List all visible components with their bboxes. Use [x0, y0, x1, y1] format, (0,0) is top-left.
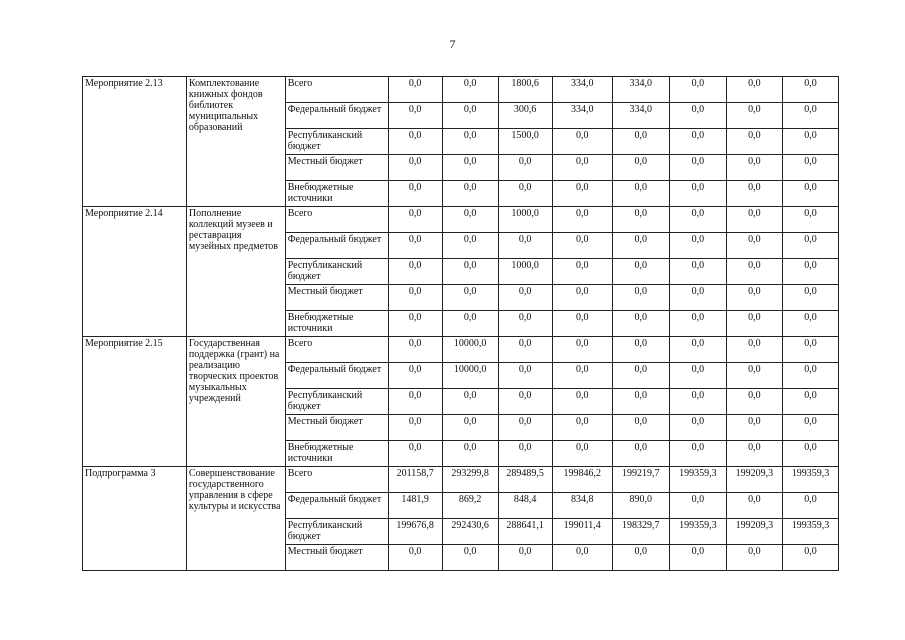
amount-cell: 0,0	[612, 181, 669, 207]
funding-source: Федеральный бюджет	[285, 363, 388, 389]
amount-cell: 289489,5	[498, 467, 552, 493]
amount-cell: 0,0	[552, 207, 612, 233]
amount-cell: 0,0	[498, 233, 552, 259]
amount-cell: 0,0	[782, 311, 838, 337]
amount-cell: 0,0	[442, 155, 498, 181]
amount-cell: 201158,7	[388, 467, 442, 493]
amount-cell: 0,0	[669, 259, 726, 285]
amount-cell: 0,0	[726, 77, 782, 103]
amount-cell: 0,0	[552, 181, 612, 207]
measure-name: Мероприятие 2.13	[83, 77, 187, 207]
amount-cell: 0,0	[726, 415, 782, 441]
amount-cell: 199219,7	[612, 467, 669, 493]
amount-cell: 0,0	[388, 285, 442, 311]
amount-cell: 0,0	[726, 389, 782, 415]
amount-cell: 0,0	[726, 259, 782, 285]
funding-source: Республиканский бюджет	[285, 259, 388, 285]
amount-cell: 0,0	[612, 545, 669, 571]
amount-cell: 199846,2	[552, 467, 612, 493]
amount-cell: 0,0	[726, 103, 782, 129]
amount-cell: 199359,3	[782, 467, 838, 493]
amount-cell: 0,0	[388, 415, 442, 441]
amount-cell: 0,0	[442, 285, 498, 311]
amount-cell: 0,0	[552, 389, 612, 415]
amount-cell: 0,0	[782, 285, 838, 311]
amount-cell: 0,0	[669, 77, 726, 103]
amount-cell: 1481,9	[388, 493, 442, 519]
amount-cell: 199011,4	[552, 519, 612, 545]
measure-description: Пополнение коллекций музеев и реставрация музейных предметов	[186, 207, 285, 337]
amount-cell: 0,0	[726, 493, 782, 519]
amount-cell: 0,0	[782, 233, 838, 259]
amount-cell: 0,0	[726, 129, 782, 155]
amount-cell: 0,0	[726, 545, 782, 571]
funding-source: Местный бюджет	[285, 415, 388, 441]
amount-cell: 199209,3	[726, 519, 782, 545]
amount-cell: 0,0	[552, 415, 612, 441]
amount-cell: 0,0	[782, 103, 838, 129]
amount-cell: 0,0	[669, 103, 726, 129]
amount-cell: 0,0	[726, 207, 782, 233]
amount-cell: 0,0	[552, 155, 612, 181]
table-row	[83, 337, 839, 363]
amount-cell: 890,0	[612, 493, 669, 519]
amount-cell: 0,0	[388, 545, 442, 571]
amount-cell: 0,0	[442, 259, 498, 285]
amount-cell: 0,0	[388, 77, 442, 103]
amount-cell: 0,0	[552, 129, 612, 155]
amount-cell: 334,0	[612, 103, 669, 129]
funding-source: Федеральный бюджет	[285, 103, 388, 129]
amount-cell: 199359,3	[782, 519, 838, 545]
table-row	[83, 77, 839, 103]
amount-cell: 0,0	[782, 181, 838, 207]
amount-cell: 0,0	[782, 441, 838, 467]
amount-cell: 0,0	[442, 103, 498, 129]
amount-cell: 0,0	[782, 389, 838, 415]
amount-cell: 0,0	[669, 285, 726, 311]
amount-cell: 0,0	[498, 285, 552, 311]
amount-cell: 0,0	[669, 233, 726, 259]
amount-cell: 0,0	[782, 259, 838, 285]
amount-cell: 0,0	[726, 285, 782, 311]
amount-cell: 10000,0	[442, 337, 498, 363]
amount-cell: 199359,3	[669, 519, 726, 545]
amount-cell: 1000,0	[498, 259, 552, 285]
amount-cell: 0,0	[782, 207, 838, 233]
amount-cell: 0,0	[726, 441, 782, 467]
amount-cell: 0,0	[669, 389, 726, 415]
amount-cell: 0,0	[388, 155, 442, 181]
amount-cell: 0,0	[782, 363, 838, 389]
funding-source: Местный бюджет	[285, 285, 388, 311]
amount-cell: 0,0	[442, 389, 498, 415]
amount-cell: 334,0	[552, 103, 612, 129]
funding-source: Всего	[285, 77, 388, 103]
amount-cell: 199676,8	[388, 519, 442, 545]
amount-cell: 834,8	[552, 493, 612, 519]
amount-cell: 0,0	[498, 337, 552, 363]
funding-source: Всего	[285, 207, 388, 233]
amount-cell: 0,0	[388, 441, 442, 467]
amount-cell: 0,0	[388, 363, 442, 389]
table-row	[83, 207, 839, 233]
amount-cell: 0,0	[726, 363, 782, 389]
amount-cell: 0,0	[442, 311, 498, 337]
amount-cell: 0,0	[782, 155, 838, 181]
funding-source: Внебюджетные источники	[285, 311, 388, 337]
amount-cell: 0,0	[726, 181, 782, 207]
amount-cell: 0,0	[498, 181, 552, 207]
budget-table	[82, 76, 839, 571]
amount-cell: 1500,0	[498, 129, 552, 155]
funding-source: Местный бюджет	[285, 155, 388, 181]
amount-cell: 0,0	[552, 311, 612, 337]
funding-source: Внебюджетные источники	[285, 181, 388, 207]
measure-description: Государственная поддержка (грант) на реализацию творческих проектов музыкальных учреждений	[186, 337, 285, 467]
amount-cell: 300,6	[498, 103, 552, 129]
amount-cell: 0,0	[612, 337, 669, 363]
amount-cell: 0,0	[669, 207, 726, 233]
amount-cell: 1000,0	[498, 207, 552, 233]
amount-cell: 1800,6	[498, 77, 552, 103]
amount-cell: 0,0	[612, 389, 669, 415]
amount-cell: 0,0	[388, 207, 442, 233]
amount-cell: 0,0	[498, 363, 552, 389]
amount-cell: 0,0	[498, 415, 552, 441]
amount-cell: 0,0	[388, 103, 442, 129]
amount-cell: 0,0	[388, 337, 442, 363]
amount-cell: 0,0	[669, 155, 726, 181]
amount-cell: 0,0	[669, 363, 726, 389]
amount-cell: 292430,6	[442, 519, 498, 545]
page-number: 7	[449, 37, 456, 51]
amount-cell: 0,0	[552, 441, 612, 467]
amount-cell: 0,0	[726, 311, 782, 337]
amount-cell: 0,0	[612, 233, 669, 259]
amount-cell: 0,0	[612, 363, 669, 389]
amount-cell: 0,0	[669, 181, 726, 207]
amount-cell: 0,0	[442, 77, 498, 103]
table-row	[83, 467, 839, 493]
amount-cell: 10000,0	[442, 363, 498, 389]
measure-description: Совершенствование государственного управления в сфере культуры и искусства	[186, 467, 285, 571]
amount-cell: 0,0	[726, 337, 782, 363]
amount-cell: 0,0	[612, 155, 669, 181]
funding-source: Внебюджетные источники	[285, 441, 388, 467]
amount-cell: 0,0	[612, 259, 669, 285]
amount-cell: 0,0	[612, 129, 669, 155]
measure-name: Мероприятие 2.14	[83, 207, 187, 337]
amount-cell: 0,0	[612, 415, 669, 441]
measure-name: Мероприятие 2.15	[83, 337, 187, 467]
amount-cell: 0,0	[782, 129, 838, 155]
amount-cell: 0,0	[552, 233, 612, 259]
amount-cell: 0,0	[442, 181, 498, 207]
amount-cell: 0,0	[669, 441, 726, 467]
amount-cell: 0,0	[498, 441, 552, 467]
amount-cell: 334,0	[552, 77, 612, 103]
funding-source: Всего	[285, 337, 388, 363]
amount-cell: 199359,3	[669, 467, 726, 493]
amount-cell: 0,0	[388, 181, 442, 207]
amount-cell: 0,0	[669, 311, 726, 337]
amount-cell: 0,0	[498, 545, 552, 571]
funding-source: Республиканский бюджет	[285, 519, 388, 545]
amount-cell: 0,0	[782, 493, 838, 519]
amount-cell: 0,0	[782, 337, 838, 363]
amount-cell: 0,0	[442, 129, 498, 155]
amount-cell: 0,0	[612, 207, 669, 233]
amount-cell: 0,0	[726, 155, 782, 181]
amount-cell: 198329,7	[612, 519, 669, 545]
amount-cell: 199209,3	[726, 467, 782, 493]
amount-cell: 0,0	[552, 259, 612, 285]
amount-cell: 0,0	[498, 389, 552, 415]
amount-cell: 0,0	[552, 337, 612, 363]
amount-cell: 0,0	[442, 233, 498, 259]
amount-cell: 0,0	[388, 129, 442, 155]
amount-cell: 869,2	[442, 493, 498, 519]
amount-cell: 0,0	[388, 259, 442, 285]
amount-cell: 0,0	[612, 311, 669, 337]
amount-cell: 0,0	[726, 233, 782, 259]
amount-cell: 0,0	[388, 389, 442, 415]
measure-name: Подпрограмма 3	[83, 467, 187, 571]
amount-cell: 334,0	[612, 77, 669, 103]
amount-cell: 0,0	[782, 77, 838, 103]
amount-cell: 0,0	[669, 493, 726, 519]
amount-cell: 848,4	[498, 493, 552, 519]
amount-cell: 0,0	[669, 337, 726, 363]
amount-cell: 0,0	[442, 415, 498, 441]
funding-source: Всего	[285, 467, 388, 493]
amount-cell: 0,0	[442, 441, 498, 467]
amount-cell: 0,0	[552, 545, 612, 571]
amount-cell: 293299,8	[442, 467, 498, 493]
amount-cell: 0,0	[669, 415, 726, 441]
amount-cell: 0,0	[388, 311, 442, 337]
amount-cell: 288641,1	[498, 519, 552, 545]
amount-cell: 0,0	[669, 129, 726, 155]
amount-cell: 0,0	[782, 545, 838, 571]
amount-cell: 0,0	[442, 545, 498, 571]
amount-cell: 0,0	[552, 285, 612, 311]
amount-cell: 0,0	[782, 415, 838, 441]
amount-cell: 0,0	[498, 311, 552, 337]
funding-source: Местный бюджет	[285, 545, 388, 571]
amount-cell: 0,0	[612, 285, 669, 311]
funding-source: Республиканский бюджет	[285, 129, 388, 155]
funding-source: Республиканский бюджет	[285, 389, 388, 415]
amount-cell: 0,0	[498, 155, 552, 181]
amount-cell: 0,0	[388, 233, 442, 259]
measure-description: Комплектование книжных фондов библиотек муниципальных образований	[186, 77, 285, 207]
amount-cell: 0,0	[669, 545, 726, 571]
funding-source: Федеральный бюджет	[285, 233, 388, 259]
amount-cell: 0,0	[552, 363, 612, 389]
funding-source: Федеральный бюджет	[285, 493, 388, 519]
amount-cell: 0,0	[612, 441, 669, 467]
amount-cell: 0,0	[442, 207, 498, 233]
